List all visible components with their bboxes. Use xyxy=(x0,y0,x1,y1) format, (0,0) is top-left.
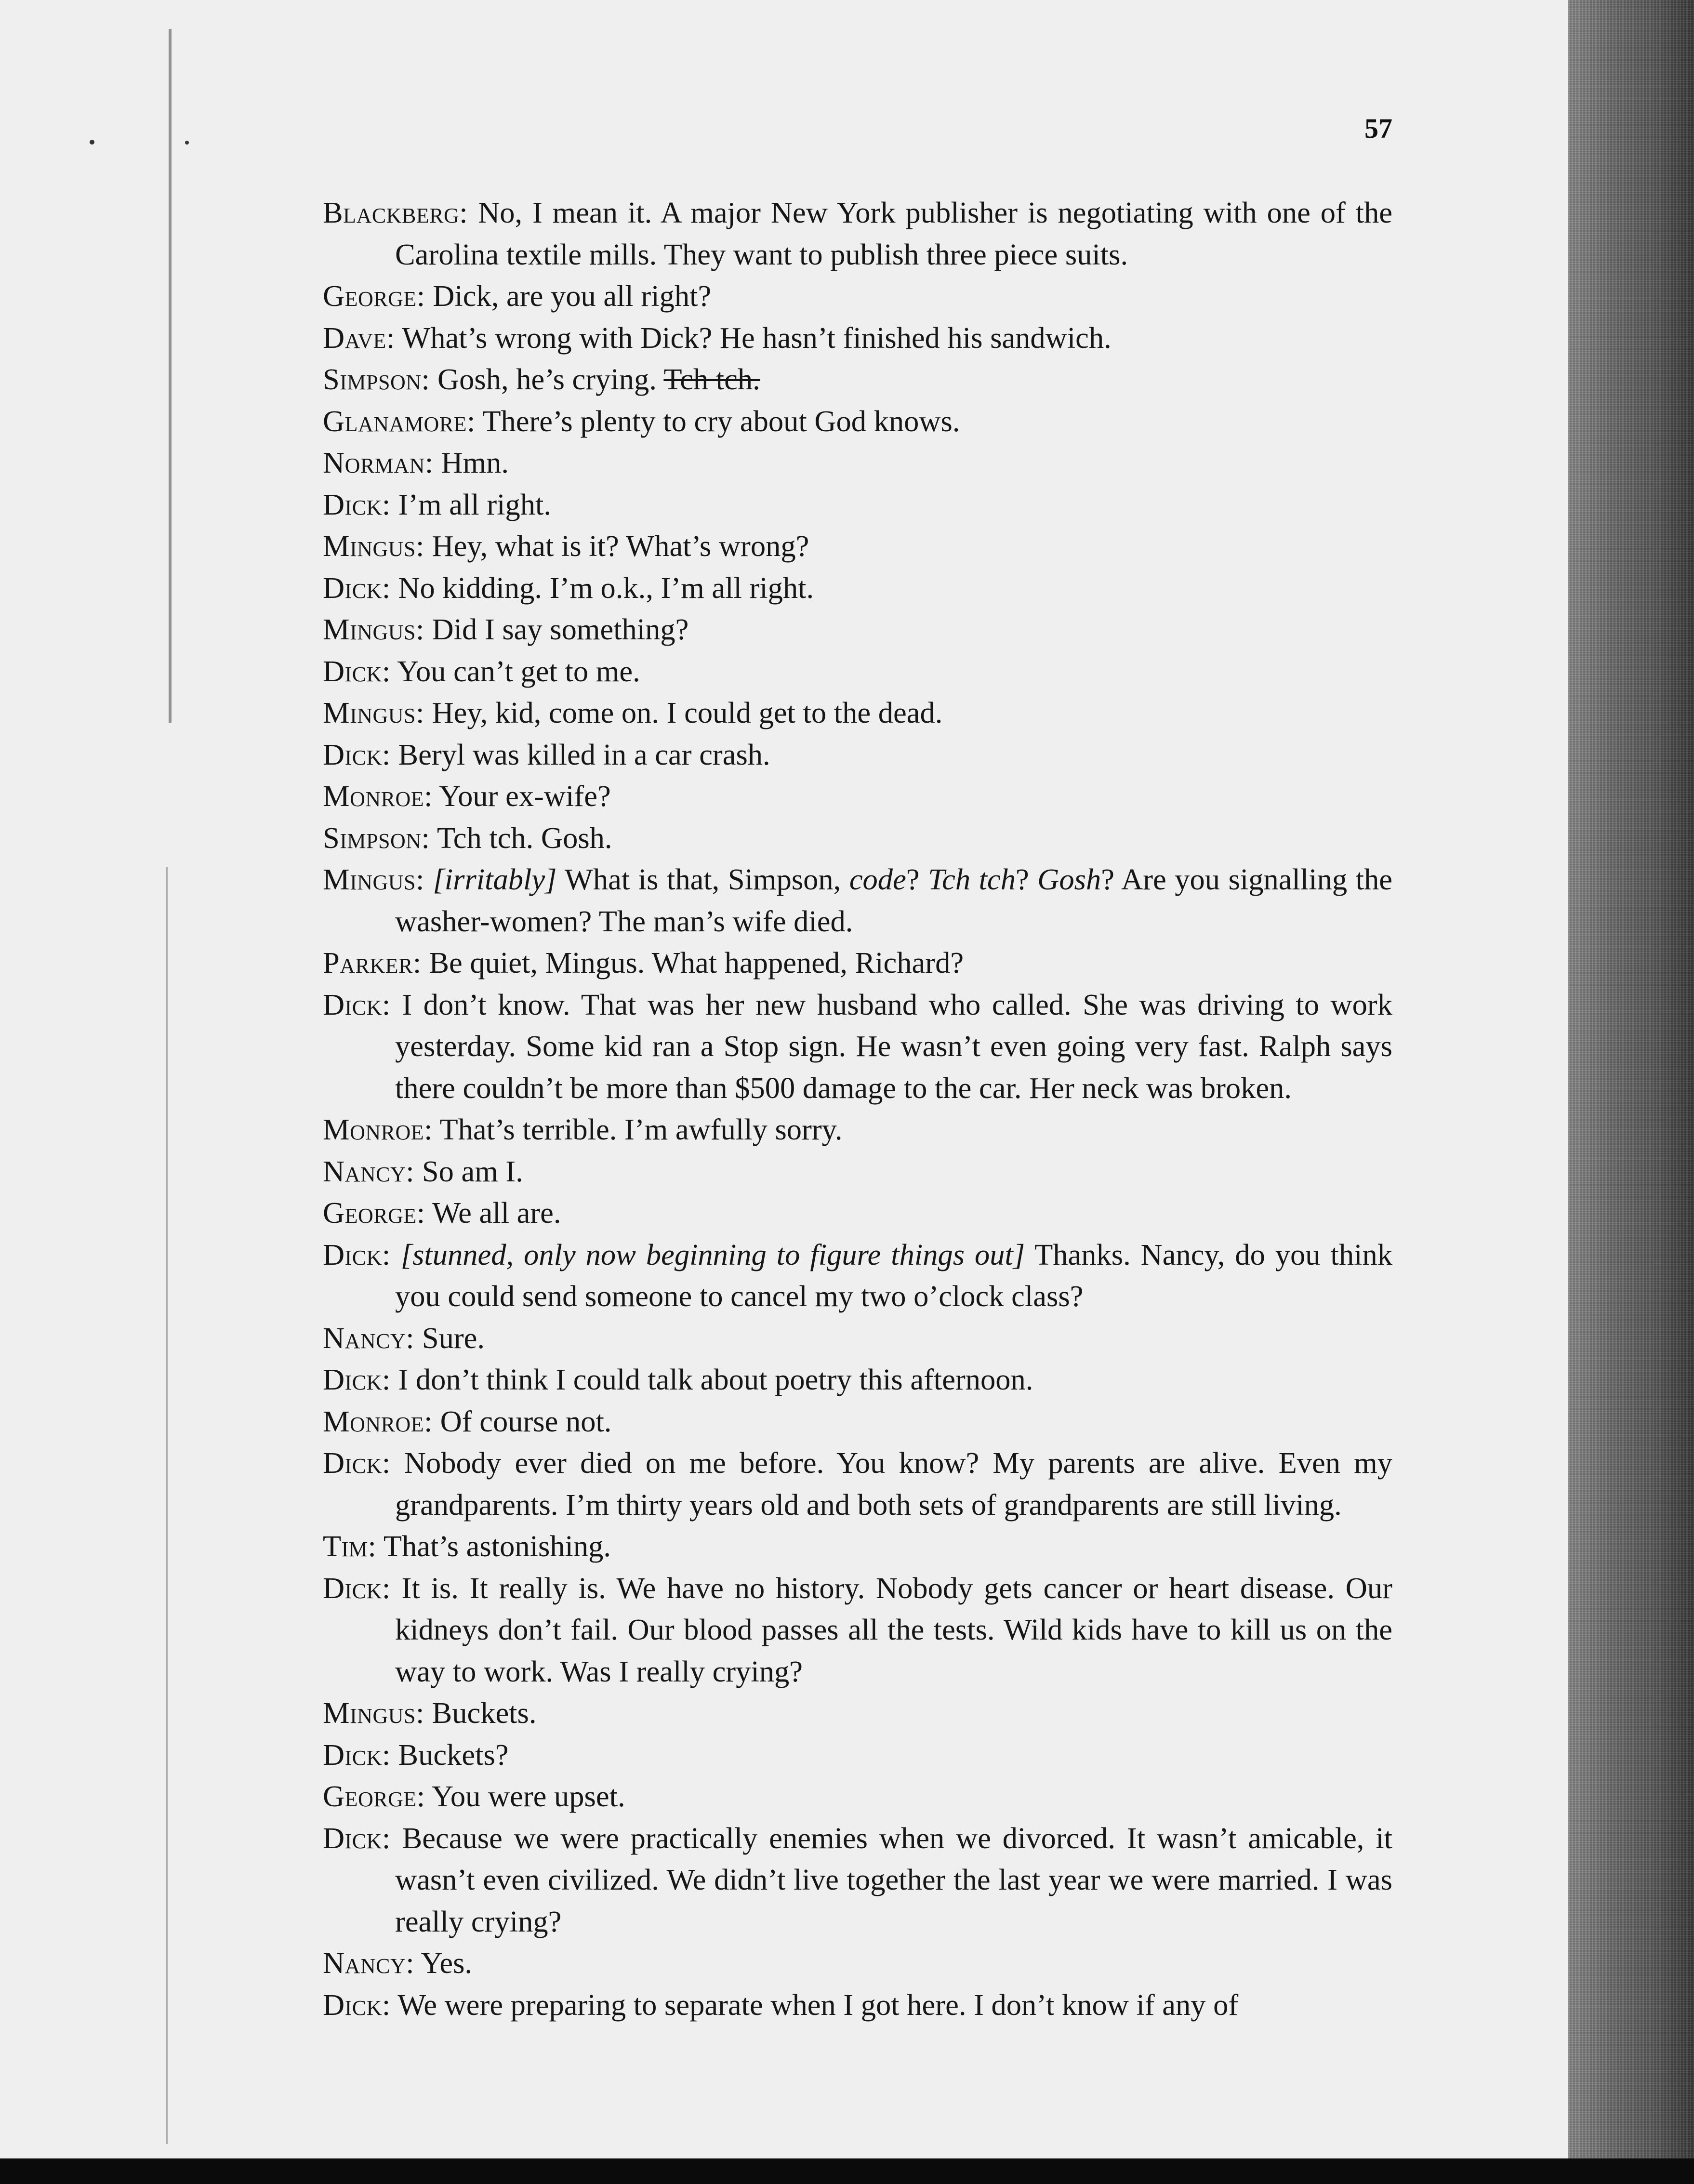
dialogue-line xyxy=(323,1317,1392,1359)
speaker-name: Tim: xyxy=(323,1529,377,1563)
dialogue-text: Sure. xyxy=(414,1321,485,1355)
dialogue-line xyxy=(323,317,1392,359)
speaker-name: Mingus: xyxy=(323,862,424,896)
dialogue-line xyxy=(323,525,1392,567)
speaker-name: Dick: xyxy=(323,1446,391,1480)
speaker-name: Simpson: xyxy=(323,821,430,855)
dialogue-line xyxy=(323,1234,1392,1317)
dialogue-line xyxy=(323,442,1392,484)
dialogue-text: Buckets. xyxy=(424,1696,537,1730)
dialogue-text: Dick, are you all right? xyxy=(425,279,712,313)
scan-artifact-dot xyxy=(90,140,94,145)
speaker-name: Mingus: xyxy=(323,1696,424,1730)
dialogue-line xyxy=(323,1775,1392,1817)
dialogue-text: That’s astonishing. xyxy=(376,1529,611,1563)
dialogue-text: Tch tch. Gosh. xyxy=(430,821,612,855)
dialogue-line xyxy=(323,609,1392,650)
dialogue-line xyxy=(323,1151,1392,1192)
dialogue-line xyxy=(323,859,1392,942)
dialogue-line xyxy=(323,1442,1392,1525)
speaker-name: Dick: xyxy=(323,487,391,521)
speaker-name: Nancy: xyxy=(323,1946,415,1980)
dialogue-text: Be quiet, Mingus. What happened, Richard? xyxy=(421,946,964,979)
dialogue-line xyxy=(323,1817,1392,1943)
scan-artifact-dot xyxy=(185,141,189,145)
speaker-name: Nancy: xyxy=(323,1321,415,1355)
dialogue-line xyxy=(323,817,1392,859)
dialogue-text: Yes. xyxy=(414,1946,473,1980)
dialogue-text xyxy=(424,862,433,896)
dialogue-text: We were preparing to separate when I got here. I don’t know if any of xyxy=(390,1987,1239,2022)
dialogue-line xyxy=(323,734,1392,776)
speaker-name: Dick: xyxy=(323,1987,391,2022)
dialogue-line xyxy=(323,942,1392,984)
dialogue-text: Of course not. xyxy=(433,1404,612,1438)
dialogue-text: I don’t think I could talk about poetry this afternoon. xyxy=(390,1363,1033,1396)
dialogue-text: You can’t get to me. xyxy=(390,654,640,688)
speaker-name: George: xyxy=(323,279,425,313)
stage-direction: [stunned, only now beginning to figure things out] xyxy=(400,1237,1025,1271)
speaker-name: Glanamore: xyxy=(323,404,476,438)
dialogue-line xyxy=(323,1192,1392,1234)
dialogue-text: I’m all right. xyxy=(390,487,552,521)
speaker-name: Mingus: xyxy=(323,612,424,646)
speaker-name: Mingus: xyxy=(323,696,424,729)
dialogue-text: Buckets? xyxy=(390,1737,509,1772)
dialogue-text: Hey, what is it? What’s wrong? xyxy=(424,529,809,563)
speaker-name: Dick: xyxy=(323,987,391,1021)
scan-artifact-line xyxy=(169,29,172,723)
emphasis-text: Gosh xyxy=(1037,862,1101,896)
dialogue-line xyxy=(323,984,1392,1109)
emphasis-text: Tch tch xyxy=(928,862,1016,896)
dialogue-text: I don’t know. That was her new husband who called. She was driving to work yesterday. Some kid ran a Stop sign. He wasn’t even going very fast. Ralph says there couldn’t be more than $500 damage to the car. Her neck was broken. xyxy=(390,987,1392,1105)
dialogue-text: Because we were practically enemies when we divorced. It wasn’t amicable, it wasn’t even civilized. We didn’t live together the last year we were married. I was really crying? xyxy=(390,1821,1392,1938)
dialogue-text: Nobody ever died on me before. You know? My parents are alive. Even my grandparents. I’m thirty years old and both sets of grandparents are still living. xyxy=(390,1446,1392,1522)
speaker-name: George: xyxy=(323,1196,425,1230)
dialogue-text: What is that, Simpson, xyxy=(556,862,849,896)
dialogue-line xyxy=(323,358,1392,400)
scan-bottom-border xyxy=(0,2158,1694,2184)
scan-edge-strip xyxy=(1568,0,1694,2184)
dialogue-line xyxy=(323,1734,1392,1776)
dialogue-text: Did I say something? xyxy=(424,612,689,646)
speaker-name: Simpson: xyxy=(323,362,430,396)
speaker-name: Dick: xyxy=(323,737,391,771)
scan-artifact-line xyxy=(166,867,168,2144)
dialogue-line xyxy=(323,275,1392,317)
script-body xyxy=(323,192,1392,2025)
stage-direction: [irritably] xyxy=(433,862,557,896)
dialogue-text: ? xyxy=(1015,862,1038,896)
dialogue-text: ? Are you signalling the washer-women? The man’s wife died. xyxy=(395,862,1392,938)
dialogue-line xyxy=(323,1359,1392,1401)
dialogue-line xyxy=(323,1525,1392,1567)
dialogue-text: ? xyxy=(906,862,928,896)
speaker-name: Monroe: xyxy=(323,1112,433,1146)
dialogue-text: It is. It really is. We have no history. Nobody gets cancer or heart disease. Our kidneys don’t fail. Our blood passes all the tests. Wild kids have to kill us on the way to work. Was I really crying? xyxy=(390,1571,1392,1688)
dialogue-line xyxy=(323,1692,1392,1734)
dialogue-line xyxy=(323,1942,1392,1984)
speaker-name: Dick: xyxy=(323,654,391,688)
speaker-name: Monroe: xyxy=(323,1404,433,1438)
dialogue-line xyxy=(323,192,1392,275)
dialogue-text: Your ex-wife? xyxy=(433,779,611,813)
dialogue-line xyxy=(323,400,1392,442)
dialogue-line xyxy=(323,484,1392,526)
dialogue-line xyxy=(323,1567,1392,1693)
dialogue-text: There’s plenty to cry about God knows. xyxy=(475,404,960,438)
dialogue-text: You were upset. xyxy=(425,1779,625,1813)
speaker-name: Mingus: xyxy=(323,529,424,563)
dialogue-text: Thanks. Nancy, do you think you could send someone to cancel my two o’clock class? xyxy=(395,1237,1392,1313)
dialogue-text: No kidding. I’m o.k., I’m all right. xyxy=(390,570,814,605)
dialogue-text xyxy=(391,1238,401,1271)
dialogue-line xyxy=(323,567,1392,609)
speaker-name: Dick: xyxy=(323,1737,391,1772)
dialogue-text: What’s wrong with Dick? He hasn’t finished his sandwich. xyxy=(395,320,1112,355)
page-number: 57 xyxy=(1364,113,1392,144)
speaker-name: Dick: xyxy=(323,570,391,605)
struck-text: Tch tch. xyxy=(663,362,760,396)
speaker-name: Dick: xyxy=(323,1363,391,1396)
speaker-name: Norman: xyxy=(323,446,434,479)
speaker-name: Blackberg: xyxy=(323,196,468,229)
speaker-name: Nancy: xyxy=(323,1154,415,1188)
dialogue-line xyxy=(323,775,1392,817)
speaker-name: Parker: xyxy=(323,946,422,979)
dialogue-text: Hey, kid, come on. I could get to the dead. xyxy=(424,696,943,729)
dialogue-line xyxy=(323,1401,1392,1443)
dialogue-line xyxy=(323,650,1392,692)
dialogue-text: That’s terrible. I’m awfully sorry. xyxy=(433,1112,843,1146)
speaker-name: Dick: xyxy=(323,1571,391,1605)
speaker-name: Dave: xyxy=(323,320,395,355)
dialogue-text: Beryl was killed in a car crash. xyxy=(390,737,770,771)
speaker-name: George: xyxy=(323,1779,425,1813)
dialogue-line xyxy=(323,1984,1392,2026)
speaker-name: Dick: xyxy=(323,1821,391,1855)
speaker-name: Dick: xyxy=(323,1237,391,1271)
emphasis-text: code xyxy=(849,862,906,896)
dialogue-line xyxy=(323,1109,1392,1151)
dialogue-text: Gosh, he’s crying. xyxy=(430,362,664,396)
dialogue-text: Hmn. xyxy=(433,446,509,479)
dialogue-text: No, I mean it. A major New York publisher is negotiating with one of the Carolina textile mills. They want to publish three piece suits. xyxy=(395,196,1392,271)
speaker-name: Monroe: xyxy=(323,779,433,813)
dialogue-text: So am I. xyxy=(414,1154,523,1188)
dialogue-line xyxy=(323,692,1392,734)
dialogue-text: We all are. xyxy=(425,1196,561,1230)
